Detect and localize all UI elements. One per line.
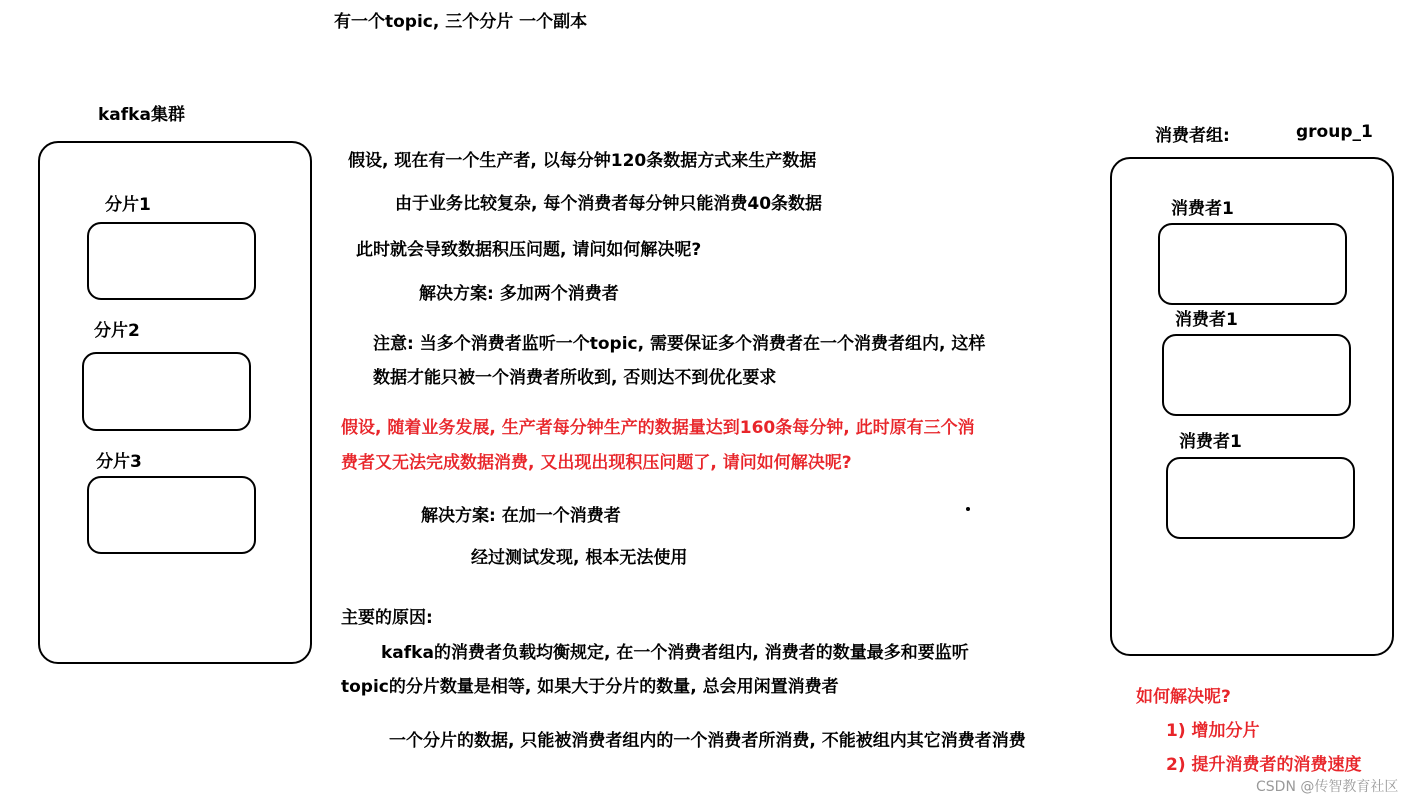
consumer-box-1	[1158, 223, 1347, 305]
solution-2: 解决方案: 在加一个消费者	[421, 506, 621, 526]
diagram-title: 有一个topic, 三个分片 一个副本	[334, 12, 588, 32]
attention-line-1: 注意: 当多个消费者监听一个topic, 需要保证多个消费者在一个消费者组内, 这样	[373, 334, 986, 354]
red-note-line-1: 假设, 随着业务发展, 生产者每分钟生产的数据量达到160条每分钟, 此时原有三个消	[341, 418, 975, 438]
consumer-group-label: 消费者组:	[1155, 126, 1230, 146]
note-line-2: 由于业务比较复杂, 每个消费者每分钟只能消费40条数据	[395, 194, 823, 214]
partition-label-1: 分片1	[105, 195, 151, 215]
stray-dot	[966, 507, 970, 511]
consumer-box-3	[1166, 457, 1355, 539]
consumer-box-2	[1162, 334, 1351, 416]
resolution-item-1: 1) 增加分片	[1166, 721, 1260, 741]
partition-box-2	[82, 352, 251, 431]
note-line-1: 假设, 现在有一个生产者, 以每分钟120条数据方式来生产数据	[348, 151, 817, 171]
resolution-item-2: 2) 提升消费者的消费速度	[1166, 755, 1362, 775]
partition-box-3	[87, 476, 256, 554]
reason-title: 主要的原因:	[341, 608, 433, 628]
consumer-label-3: 消费者1	[1179, 432, 1242, 452]
consumer-label-1: 消费者1	[1171, 199, 1234, 219]
consumer-label-2: 消费者1	[1175, 310, 1238, 330]
reason-line-3: 一个分片的数据, 只能被消费者组内的一个消费者所消费, 不能被组内其它消费者消费	[389, 731, 1026, 751]
solution-1: 解决方案: 多加两个消费者	[419, 284, 619, 304]
reason-line-1: kafka的消费者负载均衡规定, 在一个消费者组内, 消费者的数量最多和要监听	[381, 643, 969, 663]
partition-label-3: 分片3	[96, 452, 142, 472]
reason-line-2: topic的分片数量是相等, 如果大于分片的数量, 总会用闲置消费者	[341, 677, 839, 697]
consumer-group-name: group_1	[1296, 122, 1373, 142]
cluster-label: kafka集群	[98, 105, 185, 125]
partition-box-1	[87, 222, 256, 300]
partition-label-2: 分片2	[94, 321, 140, 341]
resolution-question: 如何解决呢?	[1136, 687, 1231, 707]
attention-line-2: 数据才能只被一个消费者所收到, 否则达不到优化要求	[373, 368, 777, 388]
test-result: 经过测试发现, 根本无法使用	[471, 548, 688, 568]
red-note-line-2: 费者又无法完成数据消费, 又出现出现积压问题了, 请问如何解决呢?	[341, 453, 852, 473]
csdn-watermark: CSDN @传智教育社区	[1256, 779, 1399, 795]
note-line-3: 此时就会导致数据积压问题, 请问如何解决呢?	[356, 240, 702, 260]
